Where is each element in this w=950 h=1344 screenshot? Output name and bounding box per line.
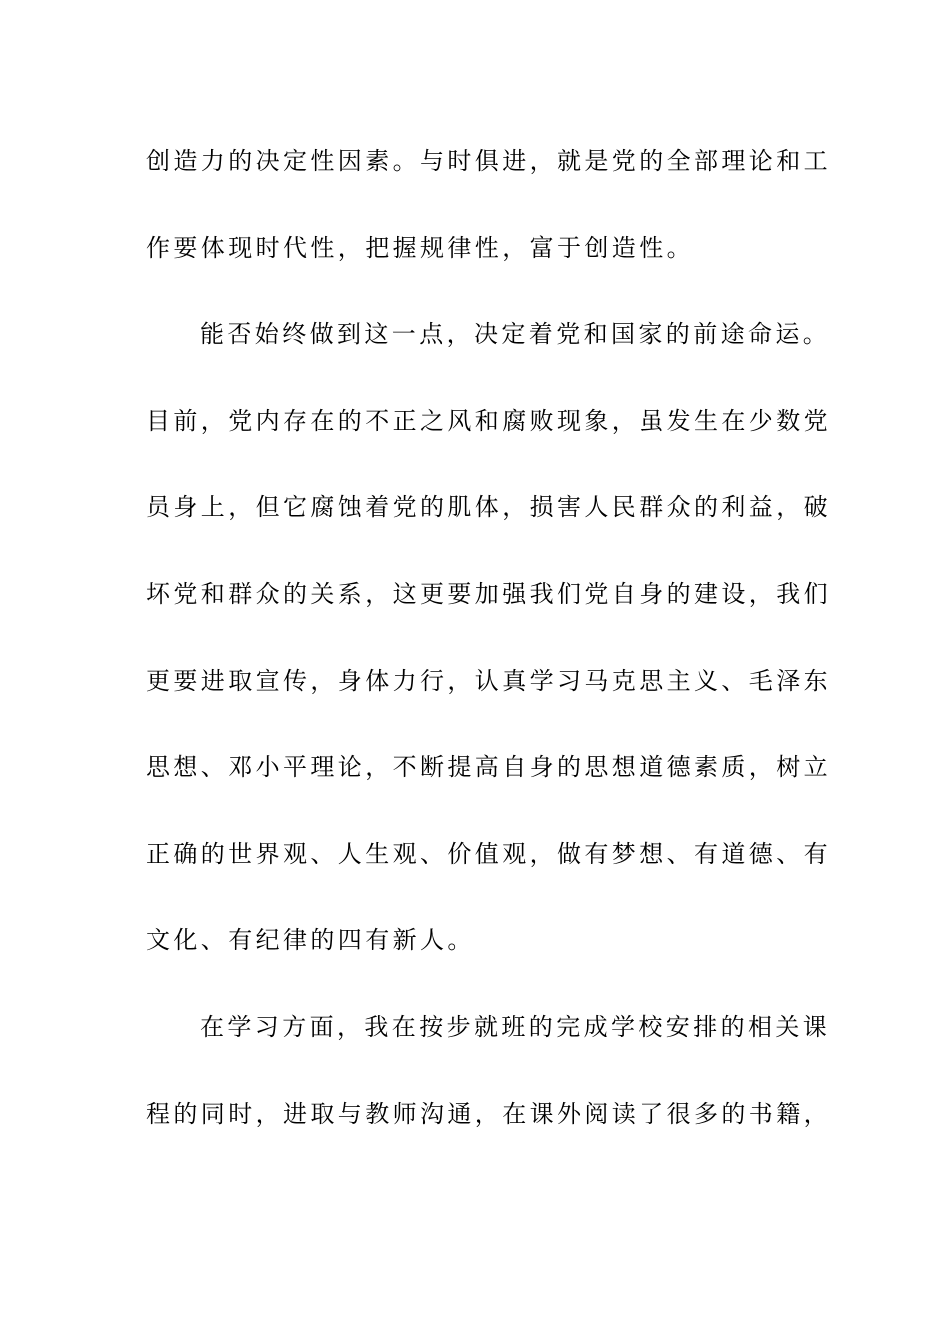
body-text xyxy=(146,136,831,1175)
text-line: 程的同时，进取与教师沟通，在课外阅读了很多的书籍， xyxy=(146,1099,831,1128)
text-line: 作要体现时代性，把握规律性，富于创造性。 xyxy=(146,233,694,262)
text-line: 文化、有纪律的四有新人。 xyxy=(146,926,475,955)
text-line: 思想、邓小平理论，不断提高自身的思想道德素质，树立 xyxy=(146,753,831,782)
text-line: 员身上，但它腐蚀着党的肌体，损害人民群众的利益，破 xyxy=(146,493,831,522)
paragraph-start-line: 在学习方面，我在按步就班的完成学校安排的相关课 xyxy=(200,1012,831,1041)
text-line: 正确的世界观、人生观、价值观，做有梦想、有道德、有 xyxy=(146,839,831,868)
text-line: 更要进取宣传，身体力行，认真学习马克思主义、毛泽东 xyxy=(146,666,831,695)
text-line: 目前，党内存在的不正之风和腐败现象，虽发生在少数党 xyxy=(146,406,831,435)
text-line: 创造力的决定性因素。与时俱进，就是党的全部理论和工 xyxy=(146,147,831,175)
paragraph-start-line: 能否始终做到这一点，决定着党和国家的前途命运。 xyxy=(200,320,831,349)
text-line: 坏党和群众的关系，这更要加强我们党自身的建设，我们 xyxy=(146,579,831,608)
